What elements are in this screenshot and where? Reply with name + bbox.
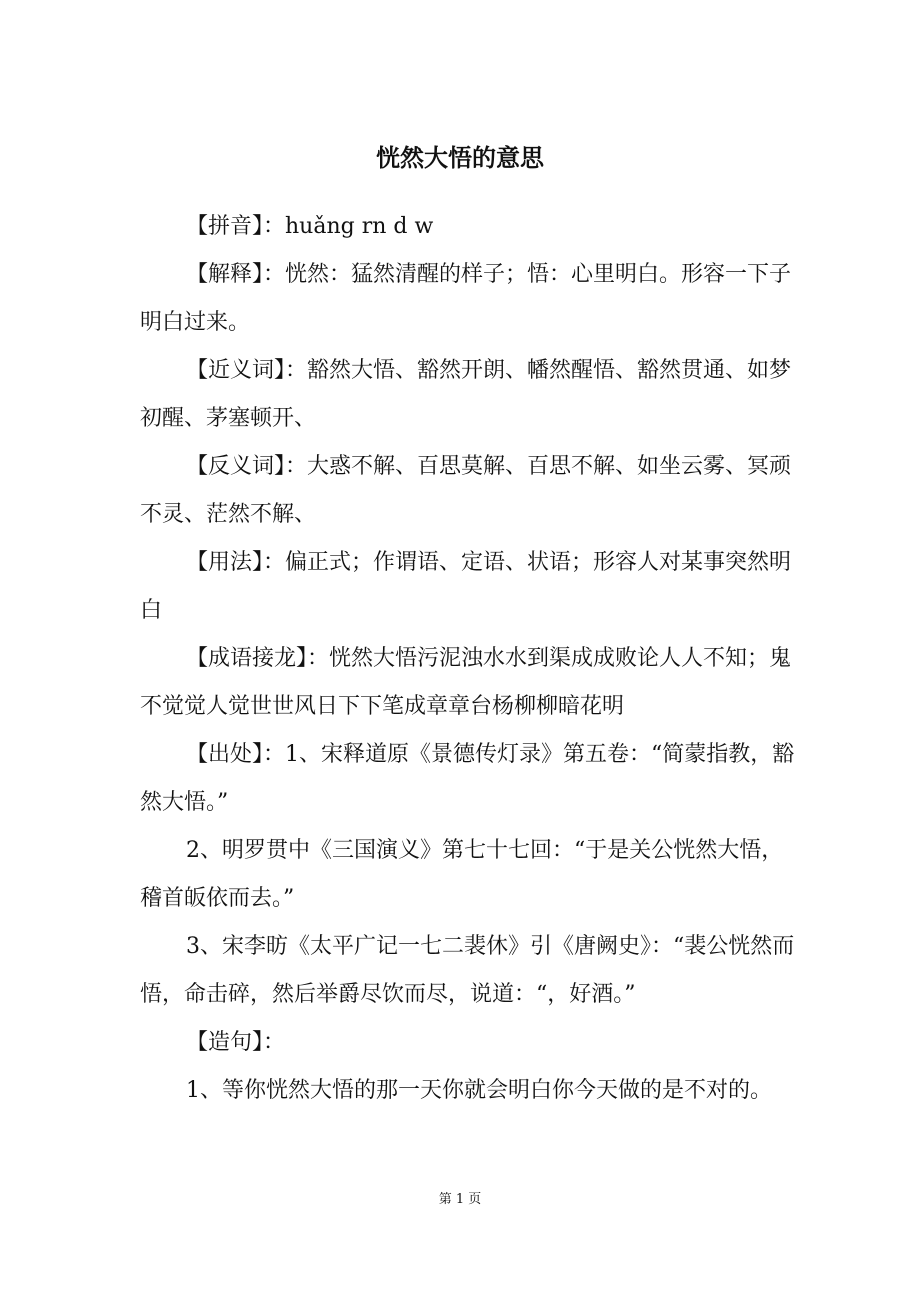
page-number: 第 1 页 [438, 1192, 482, 1207]
paragraph-antonyms: 【反义词】：大惑不解、百思莫解、百思不解、如坐云雾、冥顽不灵、茫然不解、 [140, 454, 792, 527]
paragraph-idiom-chain: 【成语接龙】：恍然大悟污泥浊水水到渠成成败论人人不知；鬼不觉觉人觉世世风日下下笔成章章台杨柳柳暗花明 [140, 646, 792, 719]
document-body [140, 203, 796, 1115]
paragraph-source-2: 2、明罗贯中《三国演义》第七十七回：“于是关公恍然大悟，稽首皈依而去。” [140, 838, 784, 911]
page-title: 恍然大悟的意思 [376, 144, 544, 172]
paragraph-source-3: 3、宋李昉《太平广记一七二裴休》引《唐阙史》：“裴公恍然而悟，命击碎，然后举爵尽饮而尽，说道：“，好酒。” [140, 934, 795, 1007]
paragraph-usage: 【用法】：偏正式；作谓语、定语、状语；形容人对某事突然明白 [140, 550, 792, 623]
paragraph-explanation: 【解释】：恍然：猛然清醒的样子；悟：心里明白。形容一下子明白过来。 [140, 262, 792, 335]
paragraph-synonyms: 【近义词】：豁然大悟、豁然开朗、幡然醒悟、豁然贯通、如梦初醒、茅塞顿开、 [140, 358, 792, 431]
paragraph-example-1: 1、等你恍然大悟的那一天你就会明白你今天做的是不对的。 [186, 1078, 772, 1103]
paragraph-example-heading: 【造句】： [186, 1030, 286, 1055]
paragraph-pinyin: 【拼音】：huǎng rn d w [186, 214, 434, 239]
paragraph-source-1: 【出处】：1、宋释道原《景德传灯录》第五卷：“简蒙指教，豁然大悟。” [140, 742, 795, 815]
